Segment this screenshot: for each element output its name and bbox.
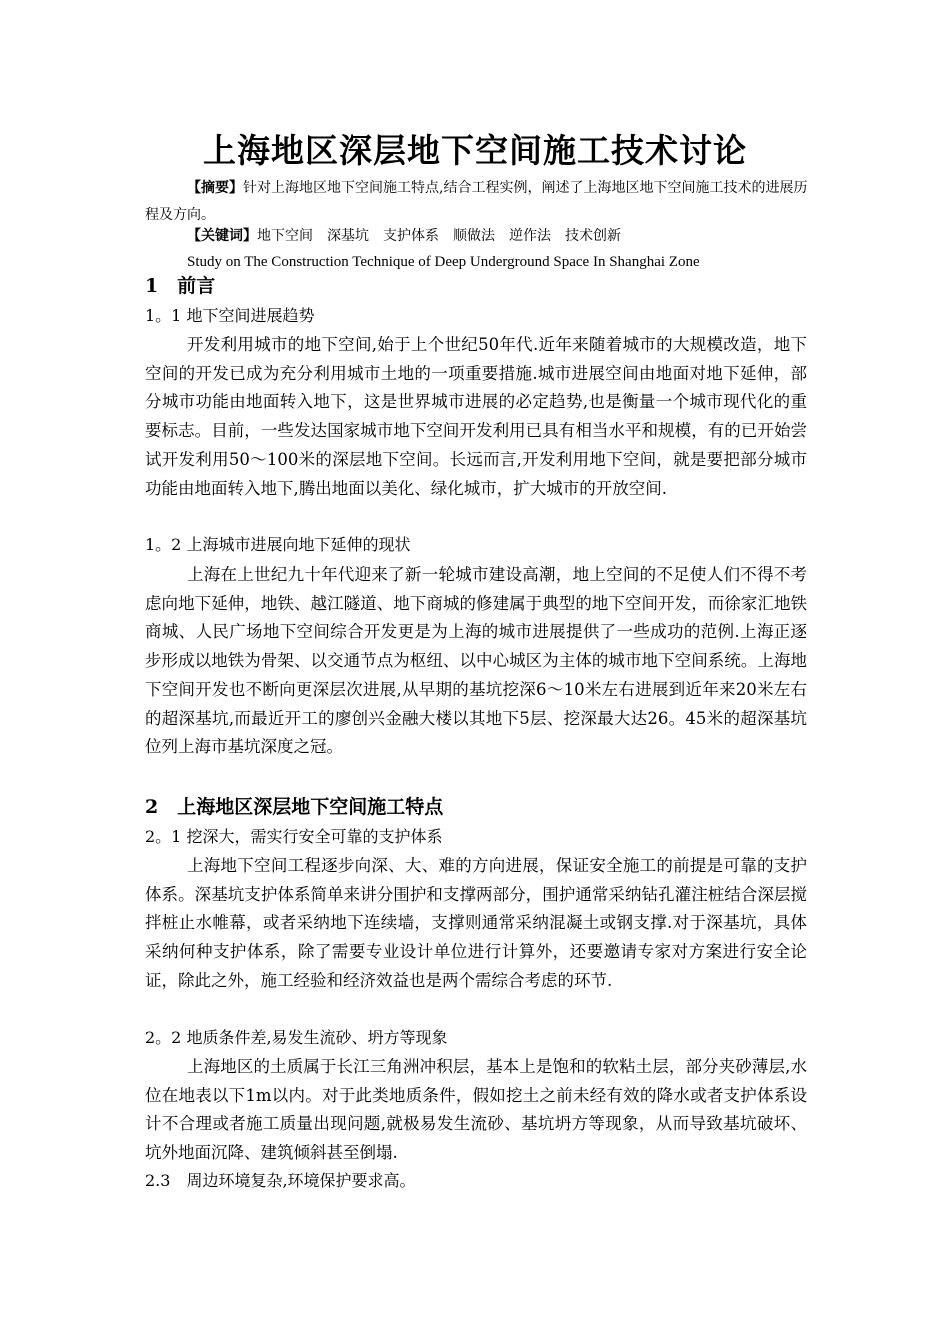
subsection-heading: 1。1 地下空间进展趋势 (145, 306, 315, 325)
keyword-item: 逆作法 (509, 228, 551, 244)
keyword-item: 技术创新 (565, 228, 621, 244)
keywords-label: 【关键词】 (187, 228, 257, 244)
paragraph: 上海在上世纪九十年代迎来了新一轮城市建设高潮，地上空间的不足使人们不得不考虑向地下延伸，地铁、越江隧道、地下商城的修建属于典型的地下空间开发，而徐家汇地铁商城、人民广场地下空间综合开发更是为上海的城市进展提供了一些成功的范例.上海正逐步形成以地铁为骨架、以交通节点为枢纽、以中心城区为主体的城市地下空间系统。上海地下空间开发也不断向更深层次进展,从早期的基坑挖深6～10米左右进展到近年来20米左右的超深基坑,而最近开工的廖创兴金融大楼以其地下5层、挖深最大达26。45米的超深基坑位列上海市基坑深度之冠。 (145, 565, 807, 757)
paragraph: 上海地下空间工程逐步向深、大、难的方向进展，保证安全施工的前提是可靠的支护体系。深基坑支护体系简单来讲分围护和支撑两部分，围护通常采纳钻孔灌注桩结合深层搅拌桩止水帷幕，或者采纳地下连续墙，支撑则通常采纳混凝土或钢支撑.对于深基坑，具体采纳何种支护体系，除了需要专业设计单位进行计算外，还要邀请专家对方案进行安全论证，除此之外，施工经验和经济效益也是两个需综合考虑的环节. (145, 856, 807, 990)
keyword-item: 顺做法 (453, 228, 495, 244)
keyword-item: 深基坑 (327, 228, 369, 244)
abstract-label: 【摘要】 (187, 180, 243, 196)
section-heading: 1 前言 (145, 275, 216, 297)
keywords (145, 223, 815, 250)
paragraph: 开发利用城市的地下空间,始于上个世纪50年代.近年来随着城市的大规模改造，地下空间的开发已成为充分利用城市土地的一项重要措施.城市进展空间由地面对地下延伸，部分城市功能由地面转入地下，这是世界城市进展的必定趋势,也是衡量一个城市现代化的重要标志。目前，一些发达国家城市地下空间开发利用已具有相当水平和规模，有的已开始尝试开发利用50～100米的深层地下空间。长远而言,开发利用地下空间，就是要把部分城市功能由地面转入地下,腾出地面以美化、绿化城市，扩大城市的开放空间. (145, 335, 807, 498)
subsection-heading: 1。2 上海城市进展向地下延伸的现状 (145, 535, 411, 554)
keyword-item: 地下空间 (257, 228, 313, 244)
keyword-item: 支护体系 (383, 228, 439, 244)
subsection-heading: 2。2 地质条件差,易发生流砂、坍方等现象 (145, 1028, 448, 1047)
abstract-text: 针对上海地区地下空间施工特点,结合工程实例，阐述了上海地区地下空间施工技术的进展历程及方向。 (145, 180, 808, 223)
section-heading: 2 上海地区深层地下空间施工特点 (145, 796, 444, 818)
paragraph: 上海地区的土质属于长江三角洲冲积层，基本上是饱和的软粘土层，部分夹砂薄层,水位在地表以下1m以内。对于此类地质条件，假如挖土之前未经有效的降水或者支护体系设计不合理或者施工质量出现问题,就极易发生流砂、基坑坍方等现象，从而导致基坑破坏、坑外地面沉降、建筑倾斜甚至倒塌. (145, 1057, 807, 1163)
subsection-heading: 2.3 周边环境复杂,环境保护要求高。 (145, 1171, 416, 1190)
document-title: 上海地区深层地下空间施工技术讨论 (203, 131, 747, 170)
abstract (145, 175, 815, 229)
english-title: Study on The Construction Technique of Deep Underground Space In Shanghai Zone (187, 254, 700, 270)
subsection-heading: 2。1 挖深大，需实行安全可靠的支护体系 (145, 827, 443, 846)
